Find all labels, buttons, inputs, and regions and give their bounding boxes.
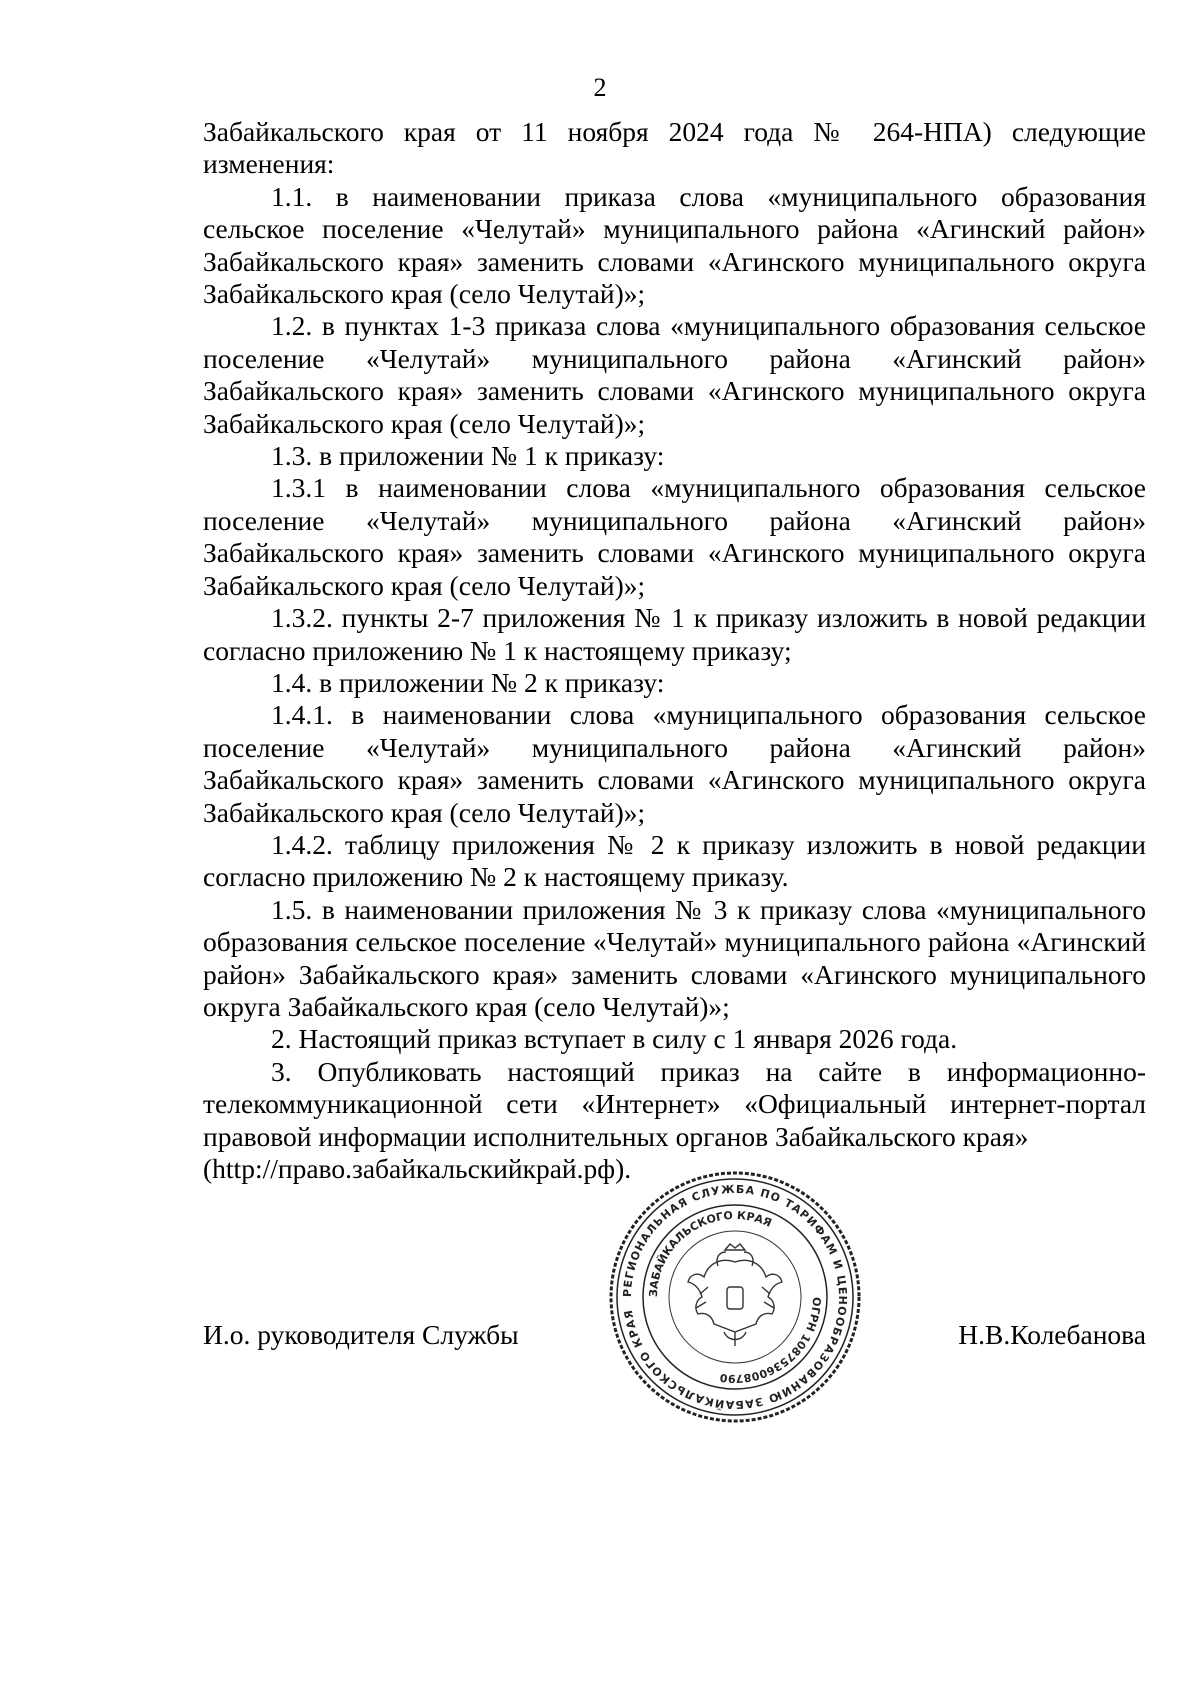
paragraph-continuation: Забайкальского края от 11 ноября 2024 года № 264-НПА) следующие изменения:	[203, 116, 1146, 180]
paragraph-1-4-1: 1.4.1. в наименовании слова «муниципального образования сельское поселение «Челутай» муниципального района «Агинский район» Забайкальского края» заменить словами «Агинского муниципального округа Забайкальского края (село Челутай)»;	[203, 699, 1146, 828]
stamp-ogrn-text: ОГРН 1087536008790	[719, 1296, 824, 1386]
paragraph-1-2: 1.2. в пунктах 1-3 приказа слова «муниципального образования сельское поселение «Челутай» муниципального района «Агинский район» Забайкальского края» заменить словами «Агинского муниципального округа Забайкальского края (село Челутай)»;	[203, 310, 1146, 439]
paragraph-1-4-2: 1.4.2. таблицу приложения № 2 к приказу изложить в новой редакции согласно приложению № 2 к настоящему приказу.	[203, 828, 1146, 893]
paragraph-3: 3. Опубликовать настоящий приказ на сайте в информационно-телекоммуникационной сети «Интернет» «Официальный интернет-портал правовой информации исполнительных органов Забайкальского края»	[203, 1055, 1146, 1152]
official-seal-stamp	[600, 1162, 870, 1432]
page-number: 2	[593, 73, 607, 102]
portal-url: (http://право.забайкальскийкрай.рф).	[203, 1153, 632, 1184]
paragraph-1-3: 1.3. в приложении № 1 к приказу:	[271, 440, 665, 472]
paragraph-1-3-1: 1.3.1 в наименовании слова «муниципального образования сельское поселение «Челутай» муниципального района «Агинский район» Забайкальского края» заменить словами «Агинского муниципального округа Забайкальского края (село Челутай)»;	[203, 472, 1146, 601]
paragraph-1-5: 1.5. в наименовании приложения № 3 к приказу слова «муниципального образования сельское поселение «Челутай» муниципального района «Агинский район» Забайкальского края» заменить словами «Агинского муниципального округа Забайкальского края (село Челутай)»;	[203, 893, 1146, 1022]
signatory-name: Н.В.Колебанова	[958, 1319, 1146, 1350]
stamp-ring-text: РЕГИОНАЛЬНАЯ СЛУЖБА ПО ТАРИФАМ И ЦЕНООБРАЗОВАНИЮ ЗАБАЙКАЛЬСКОГО КРАЯ	[620, 1182, 850, 1412]
paragraph-1-3-2: 1.3.2. пункты 2-7 приложения № 1 к приказу изложить в новой редакции согласно приложению № 1 к настоящему приказу;	[203, 602, 1146, 666]
paragraph-1-1: 1.1. в наименовании приказа слова «муниципального образования сельское поселение «Челутай» муниципального района «Агинский район» Забайкальского края» заменить словами «Агинского муниципального округа Забайкальского края (село Челутай)»;	[203, 180, 1146, 310]
svg-text:ЗАБАЙКАЛЬСКОГО КРАЯ	[647, 1209, 774, 1297]
coat-of-arms-emblem	[688, 1244, 782, 1346]
signatory-position: И.о. руководителя Службы	[203, 1319, 519, 1350]
paragraph-1-4: 1.4. в приложении № 2 к приказу:	[271, 666, 665, 698]
document-body	[203, 116, 1146, 1185]
stamp-inner-text: ЗАБАЙКАЛЬСКОГО КРАЯ	[646, 1208, 774, 1298]
paragraph-2: 2. Настоящий приказ вступает в силу с 1 января 2026 года.	[271, 1023, 958, 1055]
